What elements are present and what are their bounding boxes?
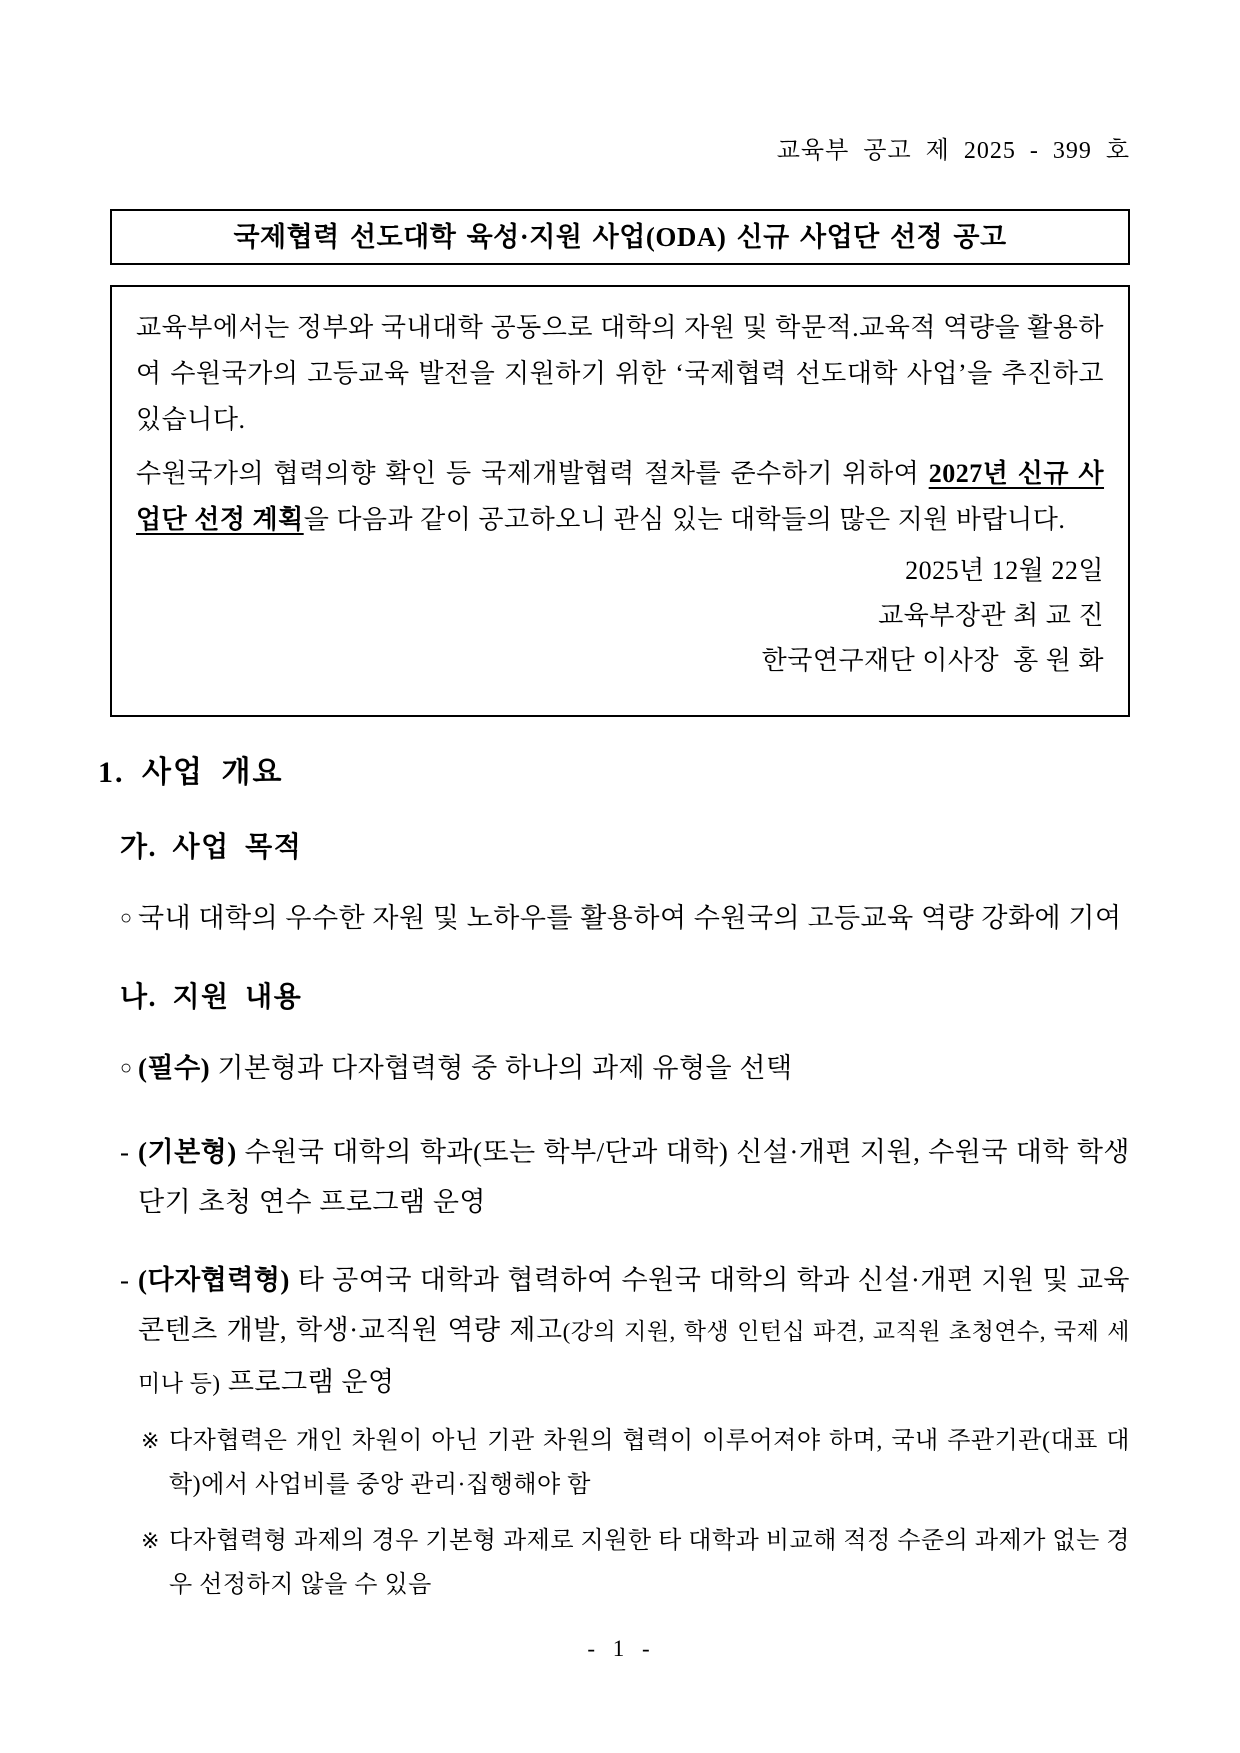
signature-minister: 교육부장관 최 교 진 xyxy=(878,601,1104,630)
announcement-date: 2025년 12월 22일 xyxy=(905,556,1104,585)
signature-nrf-chairman: 한국연구재단 이사장 홍 원 화 xyxy=(761,646,1104,675)
note-1 xyxy=(141,1419,1130,1507)
basic-type-bullet-text: (기본형) 수원국 대학의 학과(또는 학부/단과 대학) 신설·개편 지원, 수원국 대학 학생 단기 초청 연수 프로그램 운영 xyxy=(138,1137,1130,1217)
required-type-bullet xyxy=(120,1043,1130,1093)
multilateral-type-bullet xyxy=(120,1255,1130,1409)
intro-paragraph-1: 교육부에서는 정부와 국내대학 공동으로 대학의 자원 및 학문적.교육적 역량을 활용하여 수원국가의 고등교육 발전을 지원하기 위한 ‘국제협력 선도대학 사업’을 추진하고 있습니다. xyxy=(136,313,1104,434)
intro-paragraph-2: 수원국가의 협력의향 확인 등 국제개발협력 절차를 준수하기 위하여 2027년 신규 사업단 선정 계획을 다음과 같이 공고하오니 관심 있는 대학들의 많은 지원 바랍니다. xyxy=(136,459,1105,534)
circle-bullet-icon: ○ xyxy=(120,907,133,929)
intro-box xyxy=(110,285,1130,717)
page-number: - 1 - xyxy=(587,1636,653,1661)
signature-block xyxy=(136,548,1104,683)
title-box xyxy=(110,209,1130,265)
notice-number: 교육부 공고 제 2025 - 399 호 xyxy=(776,138,1130,164)
dash-bullet-icon: - xyxy=(120,1137,130,1167)
required-type-bullet-text: (필수) 기본형과 다자협력형 중 하나의 과제 유형을 선택 xyxy=(138,1053,793,1083)
multilateral-type-bullet-text: (다자협력형) 타 공여국 대학과 협력하여 수원국 대학의 학과 신설·개편 지원 및 교육 콘텐츠 개발, 학생·교직원 역량 제고(강의 지원, 학생 인턴십 파견, 교직원 초청연수, 국제 세미나 등) 프로그램 운영 xyxy=(138,1265,1130,1397)
circle-bullet-icon: ○ xyxy=(120,1057,133,1079)
reference-mark-icon: ※ xyxy=(141,1428,160,1453)
basic-type-bullet xyxy=(120,1127,1130,1227)
reference-mark-icon: ※ xyxy=(141,1528,160,1553)
purpose-bullet-text: 국내 대학의 우수한 자원 및 노하우를 활용하여 수원국의 고등교육 역량 강화에 기여 xyxy=(138,903,1122,933)
purpose-bullet xyxy=(120,893,1130,943)
subsection-b-heading: 나. 지원 내용 xyxy=(120,982,303,1013)
note-2-text: 다자협력형 과제의 경우 기본형 과제로 지원한 타 대학과 비교해 적정 수준의 과제가 없는 경우 선정하지 않을 수 있음 xyxy=(169,1528,1130,1598)
dash-bullet-icon: - xyxy=(120,1265,130,1295)
note-2 xyxy=(141,1519,1130,1607)
document-content xyxy=(98,0,1130,1607)
subsection-a-heading: 가. 사업 목적 xyxy=(120,832,303,863)
document-title: 국제협력 선도대학 육성·지원 사업(ODA) 신규 사업단 선정 공고 xyxy=(233,222,1007,252)
note-1-text: 다자협력은 개인 차원이 아닌 기관 차원의 협력이 이루어져야 하며, 국내 주관기관(대표 대학)에서 사업비를 중앙 관리·집행해야 함 xyxy=(169,1428,1130,1498)
section-1-heading: 1. 사업 개요 xyxy=(98,756,284,789)
